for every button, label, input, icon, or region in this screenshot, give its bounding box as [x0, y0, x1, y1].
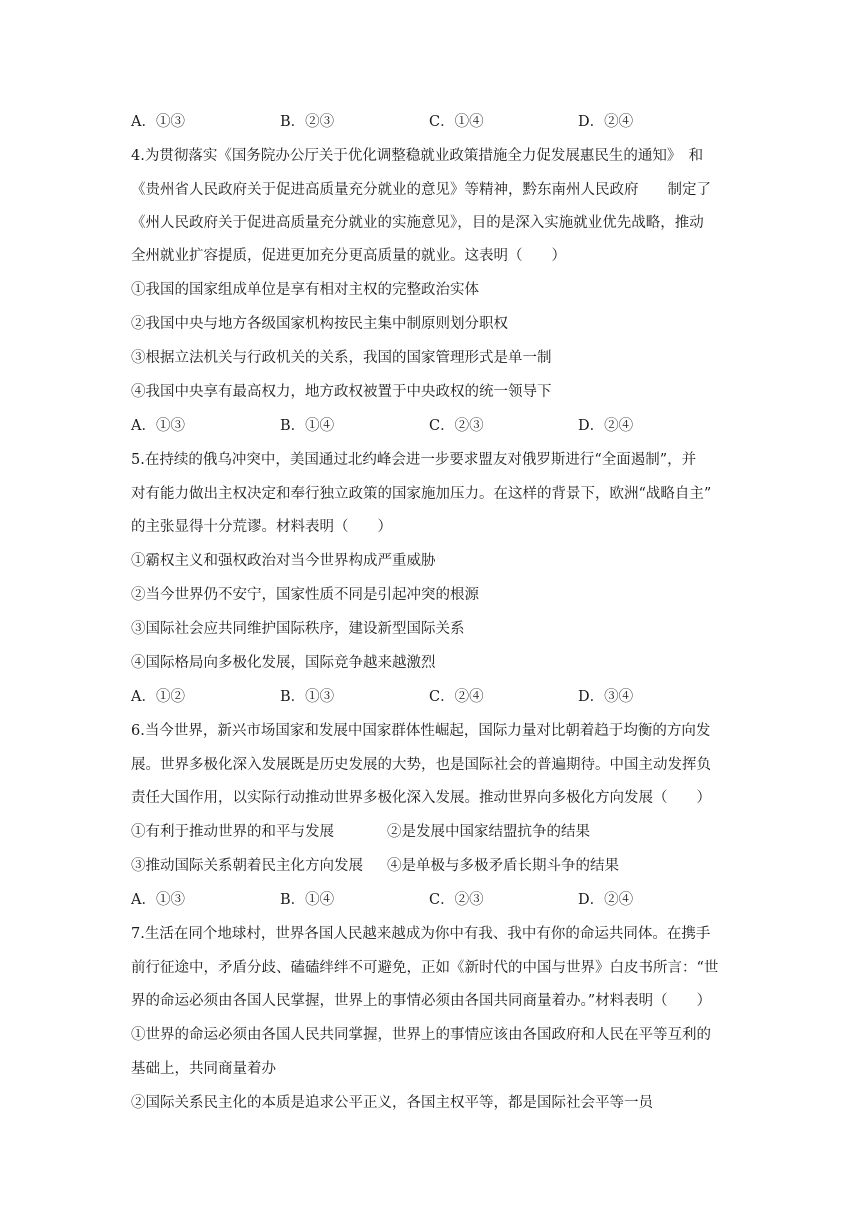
q3-option-b[interactable]: B．②③	[280, 114, 335, 130]
q5-statement-1: ①霸权主义和强权政治对当今世界构成严重威胁	[131, 553, 436, 569]
q6-option-b[interactable]: B．①④	[280, 892, 335, 908]
q5-stem-line: 5.在持续的俄乌冲突中，美国通过北约峰会进一步要求盟友对俄罗斯进行“全面遏制”，并	[131, 452, 697, 468]
q4-option-c[interactable]: C．②③	[429, 418, 484, 434]
q7-stem-line: 7.生活在同个地球村，世界各国人民越来越成为你中有我、我中有你的命运共同体。在携手	[131, 926, 711, 942]
q4-statement-3: ③根据立法机关与行政机关的关系，我国的国家管理形式是单一制	[131, 350, 552, 366]
q4-stem-line: 4.为贯彻落实《国务院办公厅关于优化调整稳就业政策措施全力促发展惠民生的通知》 和	[131, 148, 704, 164]
q6-option-a[interactable]: A．①③	[131, 892, 185, 908]
q6-statements-row-1	[131, 822, 731, 842]
q6-options	[131, 890, 771, 910]
q6-stem-line: 责任大国作用，以实际行动推动世界多极化深入发展。推动世界向多极化方向发展（ ）	[131, 790, 711, 806]
q3-options	[131, 112, 771, 132]
q3-option-d[interactable]: D．②④	[578, 114, 634, 130]
q6-stem-line: 展。世界多极化深入发展既是历史发展的大势，也是国际社会的普遍期待。中国主动发挥负	[131, 757, 711, 773]
q5-statement-3: ③国际社会应共同维护国际秩序，建设新型国际关系	[131, 621, 465, 637]
q4-stem-line: 《州人民政府关于促进高质量充分就业的实施意见》，目的是深入实施就业优先战略，推动	[131, 215, 704, 231]
q7-stem-line: 界的命运必须由各国人民掌握，世界上的事情必须由各国共同商量着办。”材料表明（ ）	[131, 993, 712, 1009]
q6-stem-line: 6.当今世界，新兴市场国家和发展中国家群体性崛起，国际力量对比朝着趋于均衡的方向发	[131, 723, 711, 739]
q7-statement-2: ②国际关系民主化的本质是追求公平正义，各国主权平等，都是国际社会平等一员	[131, 1095, 653, 1111]
q5-option-b[interactable]: B．①③	[280, 689, 335, 705]
q3-option-a[interactable]: A．①③	[131, 114, 185, 130]
q4-statement-1: ①我国的国家组成单位是享有相对主权的完整政治实体	[131, 282, 479, 298]
q4-option-b[interactable]: B．①④	[280, 418, 335, 434]
q7-stem-line: 前行征途中，矛盾分歧、磕磕绊绊不可避免，正如《新时代的中国与世界》白皮书所言：“世	[131, 960, 719, 976]
q4-statement-4: ④我国中央享有最高权力，地方政权被置于中央政权的统一领导下	[131, 384, 552, 400]
q4-stem-line: 全州就业扩容提质，促进更加充分更高质量的就业。这表明（ ）	[131, 248, 566, 264]
q5-statement-2: ②当今世界仍不安宁，国家性质不同是引起冲突的根源	[131, 587, 479, 603]
q7-statement-1: ①世界的命运必须由各国人民共同掌握，世界上的事情应该由各国政府和人民在平等互利的	[131, 1027, 711, 1043]
q4-statement-2: ②我国中央与地方各级国家机构按民主集中制原则划分职权	[131, 316, 508, 332]
q5-options	[131, 687, 771, 707]
q6-option-c[interactable]: C．②③	[429, 892, 484, 908]
q4-option-d[interactable]: D．②④	[578, 418, 634, 434]
q5-stem-line: 对有能力做出主权决定和奉行独立政策的国家施加压力。在这样的背景下，欧洲“战略自主”	[131, 486, 712, 502]
q4-options	[131, 416, 771, 436]
q5-option-c[interactable]: C．②④	[429, 689, 484, 705]
q5-statement-4: ④国际格局向多极化发展，国际竞争越来越激烈	[131, 655, 436, 671]
q5-stem-line: 的主张显得十分荒谬。材料表明（ ）	[131, 519, 392, 535]
q5-option-d[interactable]: D．③④	[578, 689, 634, 705]
q4-stem-line: 《贵州省人民政府关于促进高质量充分就业的意见》等精神，黔东南州人民政府 制定了	[131, 182, 711, 198]
q6-option-d[interactable]: D．②④	[578, 892, 634, 908]
q6-statements-row-2	[131, 856, 731, 876]
q7-statement-1-cont: 基础上，共同商量着办	[131, 1061, 276, 1077]
q6-statement-2: ②是发展中国家结盟抗争的结果	[387, 824, 590, 840]
q3-option-c[interactable]: C．①④	[429, 114, 484, 130]
q6-statement-3: ③推动国际关系朝着民主化方向发展	[131, 858, 363, 874]
q5-option-a[interactable]: A．①②	[131, 689, 185, 705]
q6-statement-1: ①有利于推动世界的和平与发展	[131, 824, 334, 840]
q4-option-a[interactable]: A．①③	[131, 418, 185, 434]
q6-statement-4: ④是单极与多极矛盾长期斗争的结果	[387, 858, 619, 874]
